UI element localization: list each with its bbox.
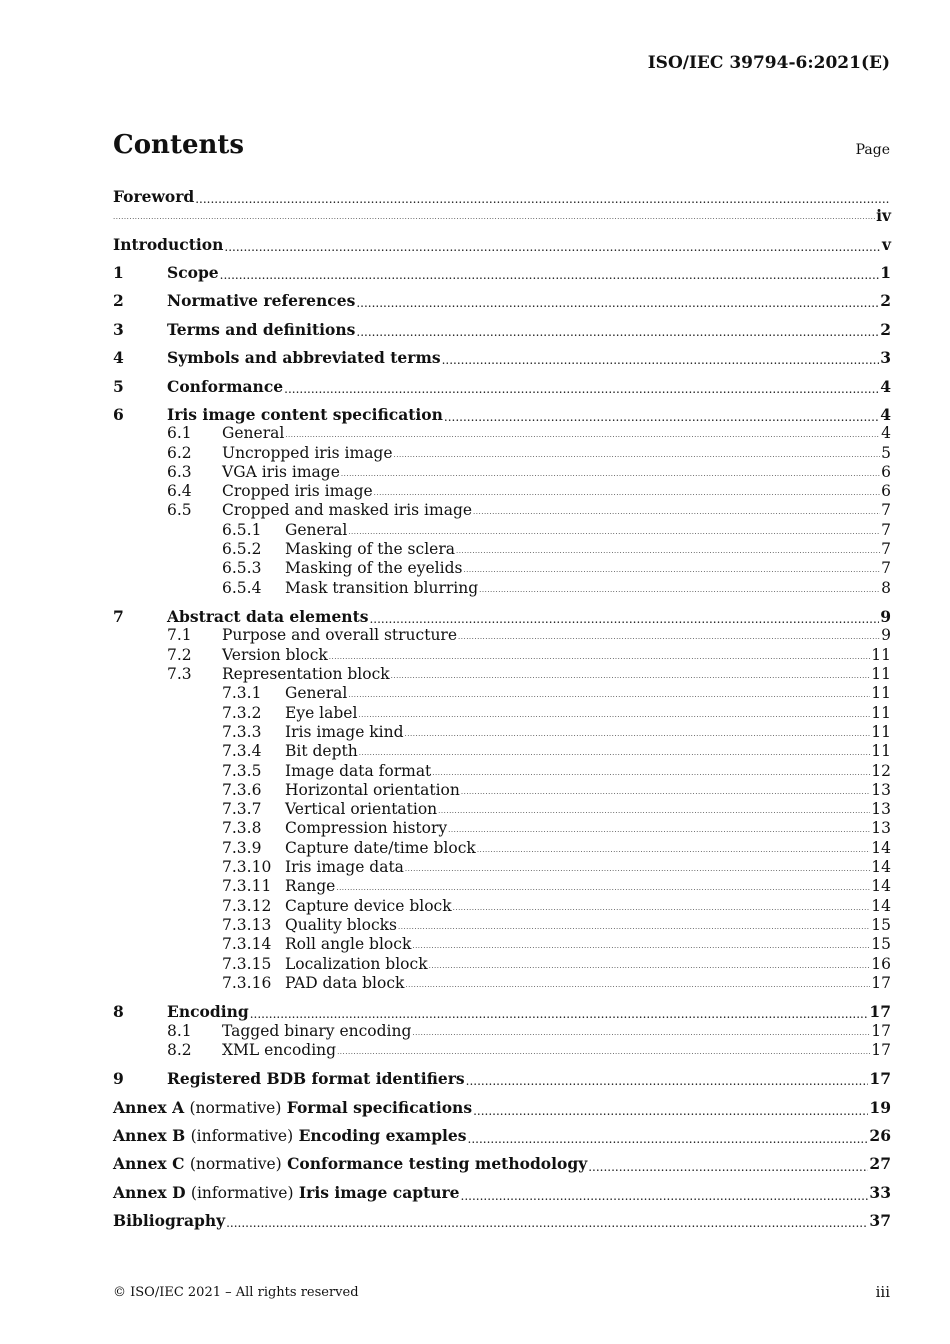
annex-type-note: (informative) (190, 1127, 294, 1145)
toc-entry[interactable] (113, 444, 891, 463)
dot-leader (461, 781, 870, 800)
toc-entry-title: Cropped iris image (222, 482, 373, 500)
toc-entry-page: 1 (880, 263, 891, 282)
toc-entry-number: 7.3.16 (222, 974, 272, 992)
document-id-header: ISO/IEC 39794-6:2021(E) (647, 53, 890, 73)
toc-entry-number: 1 (113, 263, 124, 282)
dot-leader (329, 646, 870, 665)
toc-entry-page: 12 (871, 762, 891, 780)
toc-entry-number: 8.2 (167, 1041, 192, 1059)
dot-leader (442, 348, 880, 367)
toc-entry-page: 7 (881, 521, 891, 539)
toc-entry-number: 7.3.11 (222, 877, 272, 895)
dot-leader (438, 800, 870, 819)
toc-entry-number: 7.3.3 (222, 723, 262, 741)
toc-entry-number: 6.4 (167, 482, 192, 500)
toc-entry-page: 11 (871, 665, 891, 683)
dot-leader (341, 463, 880, 482)
toc-entry[interactable] (113, 684, 891, 703)
toc-entry-number: 7.3.10 (222, 858, 272, 876)
toc-entry[interactable] (113, 187, 891, 206)
toc-entry[interactable] (113, 762, 891, 781)
dot-leader (359, 742, 871, 761)
toc-entry-number: 6.2 (167, 444, 192, 462)
toc-entry-title: Symbols and abbreviated terms (167, 348, 441, 367)
toc-entry-number: 6.1 (167, 424, 192, 442)
toc-entry-page: 26 (869, 1126, 891, 1145)
toc-entry-page: 13 (871, 800, 891, 818)
toc-entry-page: 4 (881, 424, 891, 442)
toc-entry[interactable] (113, 521, 891, 540)
dot-leader (250, 1002, 869, 1021)
page-number: iii (875, 1283, 890, 1301)
toc-entry[interactable] (113, 1041, 891, 1060)
toc-entry-title: Image data format (285, 762, 432, 780)
annex-label: Annex C (113, 1154, 185, 1173)
toc-entry-number: 7.3.15 (222, 955, 272, 973)
dot-leader (432, 762, 870, 781)
toc-entry-number: 7 (113, 607, 124, 626)
toc-entry-page: 14 (871, 858, 891, 876)
toc-entry-page: 7 (881, 559, 891, 577)
toc-entry-title: General (285, 684, 348, 702)
toc-entry[interactable] (113, 405, 891, 424)
toc-entry-number: 8 (113, 1002, 124, 1021)
toc-entry-number: 7.3.5 (222, 762, 262, 780)
annex-label: Annex A (113, 1098, 185, 1117)
toc-entry-title: XML encoding (222, 1041, 337, 1059)
toc-entry[interactable] (113, 665, 891, 684)
toc-entry-title: Roll angle block (285, 935, 412, 953)
toc-entry-page: 19 (869, 1098, 891, 1117)
dot-leader (466, 1069, 869, 1088)
toc-entry-title: Representation block (222, 665, 390, 683)
toc-entry-title: Iris image data (285, 858, 404, 876)
dot-leader (224, 235, 881, 254)
toc-entry[interactable] (113, 1126, 891, 1145)
toc-entry-number: 7.3.2 (222, 704, 262, 722)
dot-leader (220, 263, 880, 282)
toc-entry[interactable] (113, 1022, 891, 1041)
toc-entry[interactable] (113, 839, 891, 858)
dot-leader (356, 291, 879, 310)
toc-entry-page: 14 (871, 839, 891, 857)
toc-entry-number: 6.5 (167, 501, 192, 519)
toc-entry-title: Bibliography (113, 1211, 226, 1230)
toc-entry[interactable] (113, 877, 891, 896)
toc-entry[interactable] (113, 897, 891, 916)
dot-leader (113, 206, 875, 225)
toc-entry-number: 7.3.12 (222, 897, 272, 915)
dot-leader (337, 1041, 870, 1060)
dot-leader (391, 665, 871, 684)
toc-entry-page: 3 (880, 348, 891, 367)
toc-entry-number: 7.3.14 (222, 935, 272, 953)
toc-entry-page: 5 (881, 444, 891, 462)
dot-leader (226, 1211, 868, 1230)
toc-entry-title: Normative references (167, 291, 356, 310)
toc-entry-page: 7 (881, 501, 891, 519)
toc-entry-page: 11 (871, 723, 891, 741)
dot-leader (356, 320, 879, 339)
toc-entry-title (113, 1126, 467, 1146)
toc-entry[interactable] (113, 935, 891, 954)
toc-entry-number: 7.3.4 (222, 742, 262, 760)
toc-entry-page: 8 (881, 579, 891, 597)
dot-leader (285, 424, 880, 443)
dot-leader (348, 684, 870, 703)
toc-entry-number: 7.2 (167, 646, 192, 664)
toc-entry-page: 9 (880, 607, 891, 626)
toc-entry[interactable] (113, 646, 891, 665)
annex-type-note: (normative) (189, 1155, 282, 1173)
annex-label: Annex D (113, 1183, 186, 1202)
toc-entry-continuation[interactable] (113, 206, 891, 225)
toc-entry-title: Iris image kind (285, 723, 404, 741)
toc-entry-page: 15 (871, 916, 891, 934)
toc-entry-page: 17 (869, 1002, 891, 1021)
toc-entry[interactable] (113, 626, 891, 645)
annex-type-note: (normative) (189, 1099, 282, 1117)
toc-entry[interactable] (113, 1069, 891, 1088)
annex-title: Formal specifications (286, 1098, 473, 1117)
toc-entry-page: 14 (871, 877, 891, 895)
dot-leader (477, 839, 870, 858)
toc-entry-title: Uncropped iris image (222, 444, 393, 462)
dot-leader (358, 704, 870, 723)
toc-entry[interactable] (113, 579, 891, 598)
toc-entry-page: 11 (871, 742, 891, 760)
toc-entry-page: 4 (880, 405, 891, 424)
toc-entry-title: Iris image content specification (167, 405, 443, 424)
toc-entry-page: 7 (881, 540, 891, 558)
toc-entry-page: 6 (881, 463, 891, 481)
toc-entry-title: Mask transition blurring (285, 579, 479, 597)
toc-entry-page: 27 (869, 1154, 891, 1173)
dot-leader (453, 897, 871, 916)
toc-entry[interactable] (113, 348, 891, 367)
toc-entry-title: Eye label (285, 704, 358, 722)
toc-entry-title: PAD data block (285, 974, 405, 992)
toc-entry[interactable] (113, 916, 891, 935)
dot-leader (348, 521, 880, 540)
toc-entry-page: 14 (871, 897, 891, 915)
toc-entry-title: Cropped and masked iris image (222, 501, 473, 519)
page-column-label: Page (855, 142, 890, 158)
toc-entry-number: 6.5.2 (222, 540, 262, 558)
toc-entry[interactable] (113, 955, 891, 974)
annex-title: Conformance testing methodology (287, 1154, 588, 1173)
toc-entry-number: 8.1 (167, 1022, 192, 1040)
dot-leader (461, 1183, 869, 1203)
toc-entry-title: Registered BDB format identifiers (167, 1069, 465, 1088)
toc-entry-title: General (285, 521, 348, 539)
dot-leader (588, 1154, 868, 1174)
toc-entry-page: 11 (871, 684, 891, 702)
toc-entry[interactable] (113, 463, 891, 482)
toc-entry-page: 16 (871, 955, 891, 973)
toc-entry-page: 6 (881, 482, 891, 500)
toc-entry[interactable] (113, 291, 891, 310)
toc-entry[interactable] (113, 974, 891, 993)
toc-entry-number: 3 (113, 320, 124, 339)
dot-leader (374, 482, 880, 501)
toc-entry-title: Compression history (285, 819, 448, 837)
toc-entry-page: 17 (871, 1041, 891, 1059)
dot-leader (369, 607, 879, 626)
dot-leader (284, 377, 879, 396)
toc-entry[interactable] (113, 704, 891, 723)
toc-entry-number: 2 (113, 291, 124, 310)
toc-entry-number: 7.3.8 (222, 819, 262, 837)
toc-entry-page: 13 (871, 781, 891, 799)
toc-entry-number: 7.3.1 (222, 684, 262, 702)
toc-entry-page: 33 (869, 1183, 891, 1202)
toc-entry-title: Range (285, 877, 336, 895)
toc-entry-page: iv (876, 206, 891, 225)
toc-entry[interactable] (113, 377, 891, 396)
toc-entry-number: 6.3 (167, 463, 192, 481)
toc-entry[interactable] (113, 858, 891, 877)
dot-leader (412, 1022, 870, 1041)
toc-entry-title (113, 1183, 460, 1203)
toc-entry-page: 2 (880, 320, 891, 339)
toc-entry[interactable] (113, 1002, 891, 1021)
toc-entry-number: 9 (113, 1069, 124, 1088)
toc-entry[interactable] (113, 559, 891, 578)
toc-entry-number: 6.5.4 (222, 579, 262, 597)
toc-entry-title (113, 1098, 472, 1118)
toc-entry-title: Terms and definitions (167, 320, 356, 339)
toc-entry[interactable] (113, 540, 891, 559)
toc-entry-title: Purpose and overall structure (222, 626, 458, 644)
contents-title: Contents (113, 130, 245, 160)
toc-entry[interactable] (113, 742, 891, 761)
dot-leader (444, 405, 879, 424)
dot-leader (405, 974, 870, 993)
toc-entry-page: 17 (871, 1022, 891, 1040)
toc-entry-title: Localization block (285, 955, 428, 973)
toc-entry-number: 6 (113, 405, 124, 424)
dot-leader (195, 187, 890, 206)
toc-entry-title: Scope (167, 263, 219, 282)
toc-entry[interactable] (113, 607, 891, 626)
toc-entry-number: 6.5.3 (222, 559, 262, 577)
toc-entry[interactable] (113, 1098, 891, 1117)
toc-entry[interactable] (113, 501, 891, 520)
toc-entry-number: 7.1 (167, 626, 192, 644)
toc-entry-title: Vertical orientation (285, 800, 438, 818)
dot-leader (394, 444, 881, 463)
dot-leader (479, 579, 880, 598)
toc-entry[interactable] (113, 424, 891, 443)
toc-entry-number: 7.3.13 (222, 916, 272, 934)
toc-entry-number: 5 (113, 377, 124, 396)
toc-entry-page: 4 (880, 377, 891, 396)
dot-leader (405, 858, 870, 877)
toc-entry-page: 37 (869, 1211, 891, 1230)
dot-leader (398, 916, 870, 935)
toc-entry-page: 11 (871, 704, 891, 722)
toc-entry-title: Quality blocks (285, 916, 397, 934)
toc-entry-page: 9 (881, 626, 891, 644)
toc-entry-page: v (881, 235, 891, 254)
dot-leader (463, 559, 880, 578)
toc-entry-title: Introduction (113, 235, 224, 254)
toc-entry-number: 6.5.1 (222, 521, 262, 539)
toc-entry-title: Masking of the eyelids (285, 559, 463, 577)
toc-entry-page: 17 (869, 1069, 891, 1088)
toc-entry-page: 2 (880, 291, 891, 310)
toc-entry[interactable] (113, 1211, 891, 1230)
toc-entry-title: Conformance (167, 377, 284, 396)
toc-entry[interactable] (113, 263, 891, 282)
dot-leader (405, 723, 871, 742)
toc-entry[interactable] (113, 819, 891, 838)
dot-leader (429, 955, 871, 974)
toc-entry[interactable] (113, 320, 891, 339)
dot-leader (468, 1126, 869, 1146)
toc-entry[interactable] (113, 800, 891, 819)
toc-entry[interactable] (113, 723, 891, 742)
toc-entry-title: Encoding (167, 1002, 249, 1021)
toc-entry[interactable] (113, 482, 891, 501)
toc-entry-title: Horizontal orientation (285, 781, 460, 799)
dot-leader (473, 501, 880, 520)
toc-entry[interactable] (113, 1183, 891, 1202)
annex-title: Iris image capture (298, 1183, 460, 1202)
dot-leader (448, 819, 870, 838)
toc-entry-title: Foreword (113, 187, 195, 206)
toc-entry-title: Capture device block (285, 897, 452, 915)
toc-entry-number: 4 (113, 348, 124, 367)
toc-entry-title: Capture date/time block (285, 839, 476, 857)
dot-leader (412, 935, 870, 954)
copyright-footer: © ISO/IEC 2021 – All rights reserved (113, 1285, 359, 1300)
toc-entry-number: 7.3.6 (222, 781, 262, 799)
toc-entry-page: 13 (871, 819, 891, 837)
annex-label: Annex B (113, 1126, 186, 1145)
toc-entry[interactable] (113, 235, 891, 254)
dot-leader (456, 540, 880, 559)
toc-entry-page: 17 (871, 974, 891, 992)
toc-entry-page: 11 (871, 646, 891, 664)
toc-entry-title: General (222, 424, 285, 442)
toc-entry-title: Abstract data elements (167, 607, 369, 626)
toc-entry-number: 7.3.9 (222, 839, 262, 857)
dot-leader (458, 626, 880, 645)
toc-entry-number: 7.3 (167, 665, 192, 683)
annex-title: Encoding examples (298, 1126, 467, 1145)
toc-entry-page: 15 (871, 935, 891, 953)
toc-entry[interactable] (113, 781, 891, 800)
toc-entry-title: Masking of the sclera (285, 540, 455, 558)
dot-leader (336, 877, 870, 896)
annex-type-note: (informative) (190, 1184, 294, 1202)
toc-entry-title: Version block (222, 646, 328, 664)
toc-entry-title: Bit depth (285, 742, 358, 760)
toc-entry[interactable] (113, 1154, 891, 1173)
toc-entry-title: VGA iris image (222, 463, 340, 481)
dot-leader (473, 1098, 868, 1118)
toc-entry-title: Tagged binary encoding (222, 1022, 412, 1040)
toc-entry-title (113, 1154, 587, 1174)
toc-entry-number: 7.3.7 (222, 800, 262, 818)
